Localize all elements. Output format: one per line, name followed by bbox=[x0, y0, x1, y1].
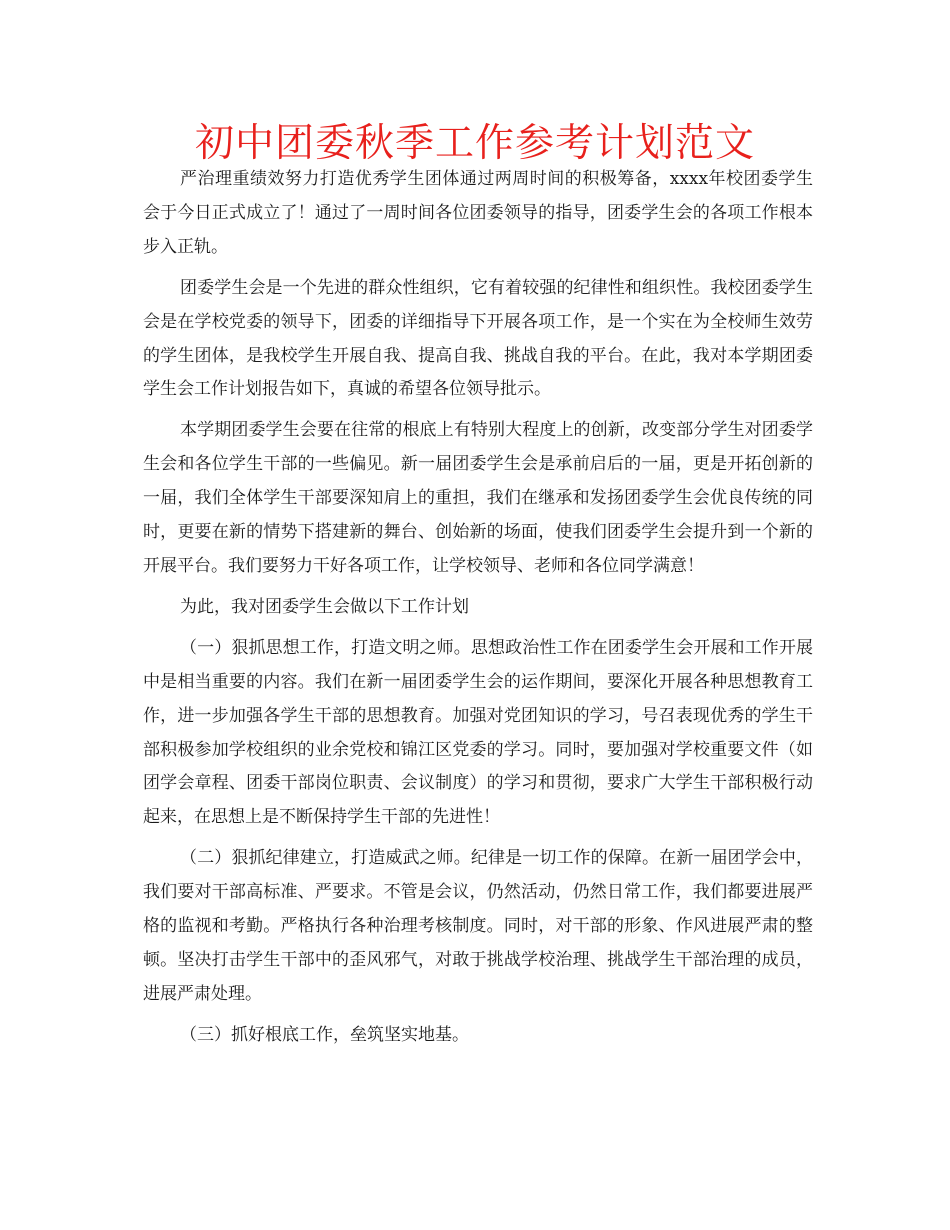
paragraph-plan-intro: 为此，我对团委学生会做以下工作计划 bbox=[180, 596, 469, 617]
paragraph-intro: 严治理重绩效努力打造优秀学生团体通过两周时间的积极筹备，xxxx年校团委学生会于今日正式成立了！通过了一周时间各位团委领导的指导，团委学生会的各项工作根本步入正轨。 bbox=[143, 169, 813, 257]
paragraph-item-3: （三）抓好根底工作，垒筑坚实地基。 bbox=[180, 1024, 469, 1045]
paragraph-innovation: 本学期团委学生会要在往常的根底上有特别大程度上的创新，改变部分学生对团委学生会和各位学生干部的一些偏见。新一届团委学生会是承前启后的一届，更是开拓创新的一届，我们全体学生干部要深知肩上的重担，我们在继承和发扬团委学生会优良传统的同时，更要在新的情势下搭建新的舞台、创始新的场面，使我们团委学生会提升到一个新的开展平台。我们要努力干好各项工作，让学校领导、老师和各位同学满意！ bbox=[143, 420, 813, 576]
document-body bbox=[143, 163, 813, 1060]
paragraph-item-1: （一）狠抓思想工作，打造文明之师。思想政治性工作在团委学生会开展和工作开展中是相当重要的内容。我们在新一届团委学生会的运作期间，要深化开展各种思想教育工作，进一步加强各学生干部的思想教育。加强对党团知识的学习，号召表现优秀的学生干部积极参加学校组织的业余党校和锦江区党委的学习。同时，要加强对学校重要文件（如团学会章程、团委干部岗位职责、会议制度）的学习和贯彻，要求广大学生干部积极行动起来，在思想上是不断保持学生干部的先进性！ bbox=[143, 637, 813, 828]
paragraph-item-2: （二）狠抓纪律建立，打造威武之师。纪律是一切工作的保障。在新一届团学会中，我们要对干部高标准、严要求。不管是会议，仍然活动，仍然日常工作，我们都要进展严格的监视和考勤。严格执行各种治理考核制度。同时，对干部的形象、作风进展严肃的整顿。坚决打击学生干部中的歪风邪气，对敢于挑战学校治理、挑战学生干部治理的成员，进展严肃处理。 bbox=[143, 848, 813, 1004]
paragraph-organization: 团委学生会是一个先进的群众性组织，它有着较强的纪律性和组织性。我校团委学生会是在学校党委的领导下，团委的详细指导下开展各项工作，是一个实在为全校师生效劳的学生团体，是我校学生开展自我、提高自我、挑战自我的平台。在此，我对本学期团委学生会工作计划报告如下，真诚的希望各位领导批示。 bbox=[143, 277, 813, 400]
document-title: 初中团委秋季工作参考计划范文 bbox=[194, 121, 755, 166]
